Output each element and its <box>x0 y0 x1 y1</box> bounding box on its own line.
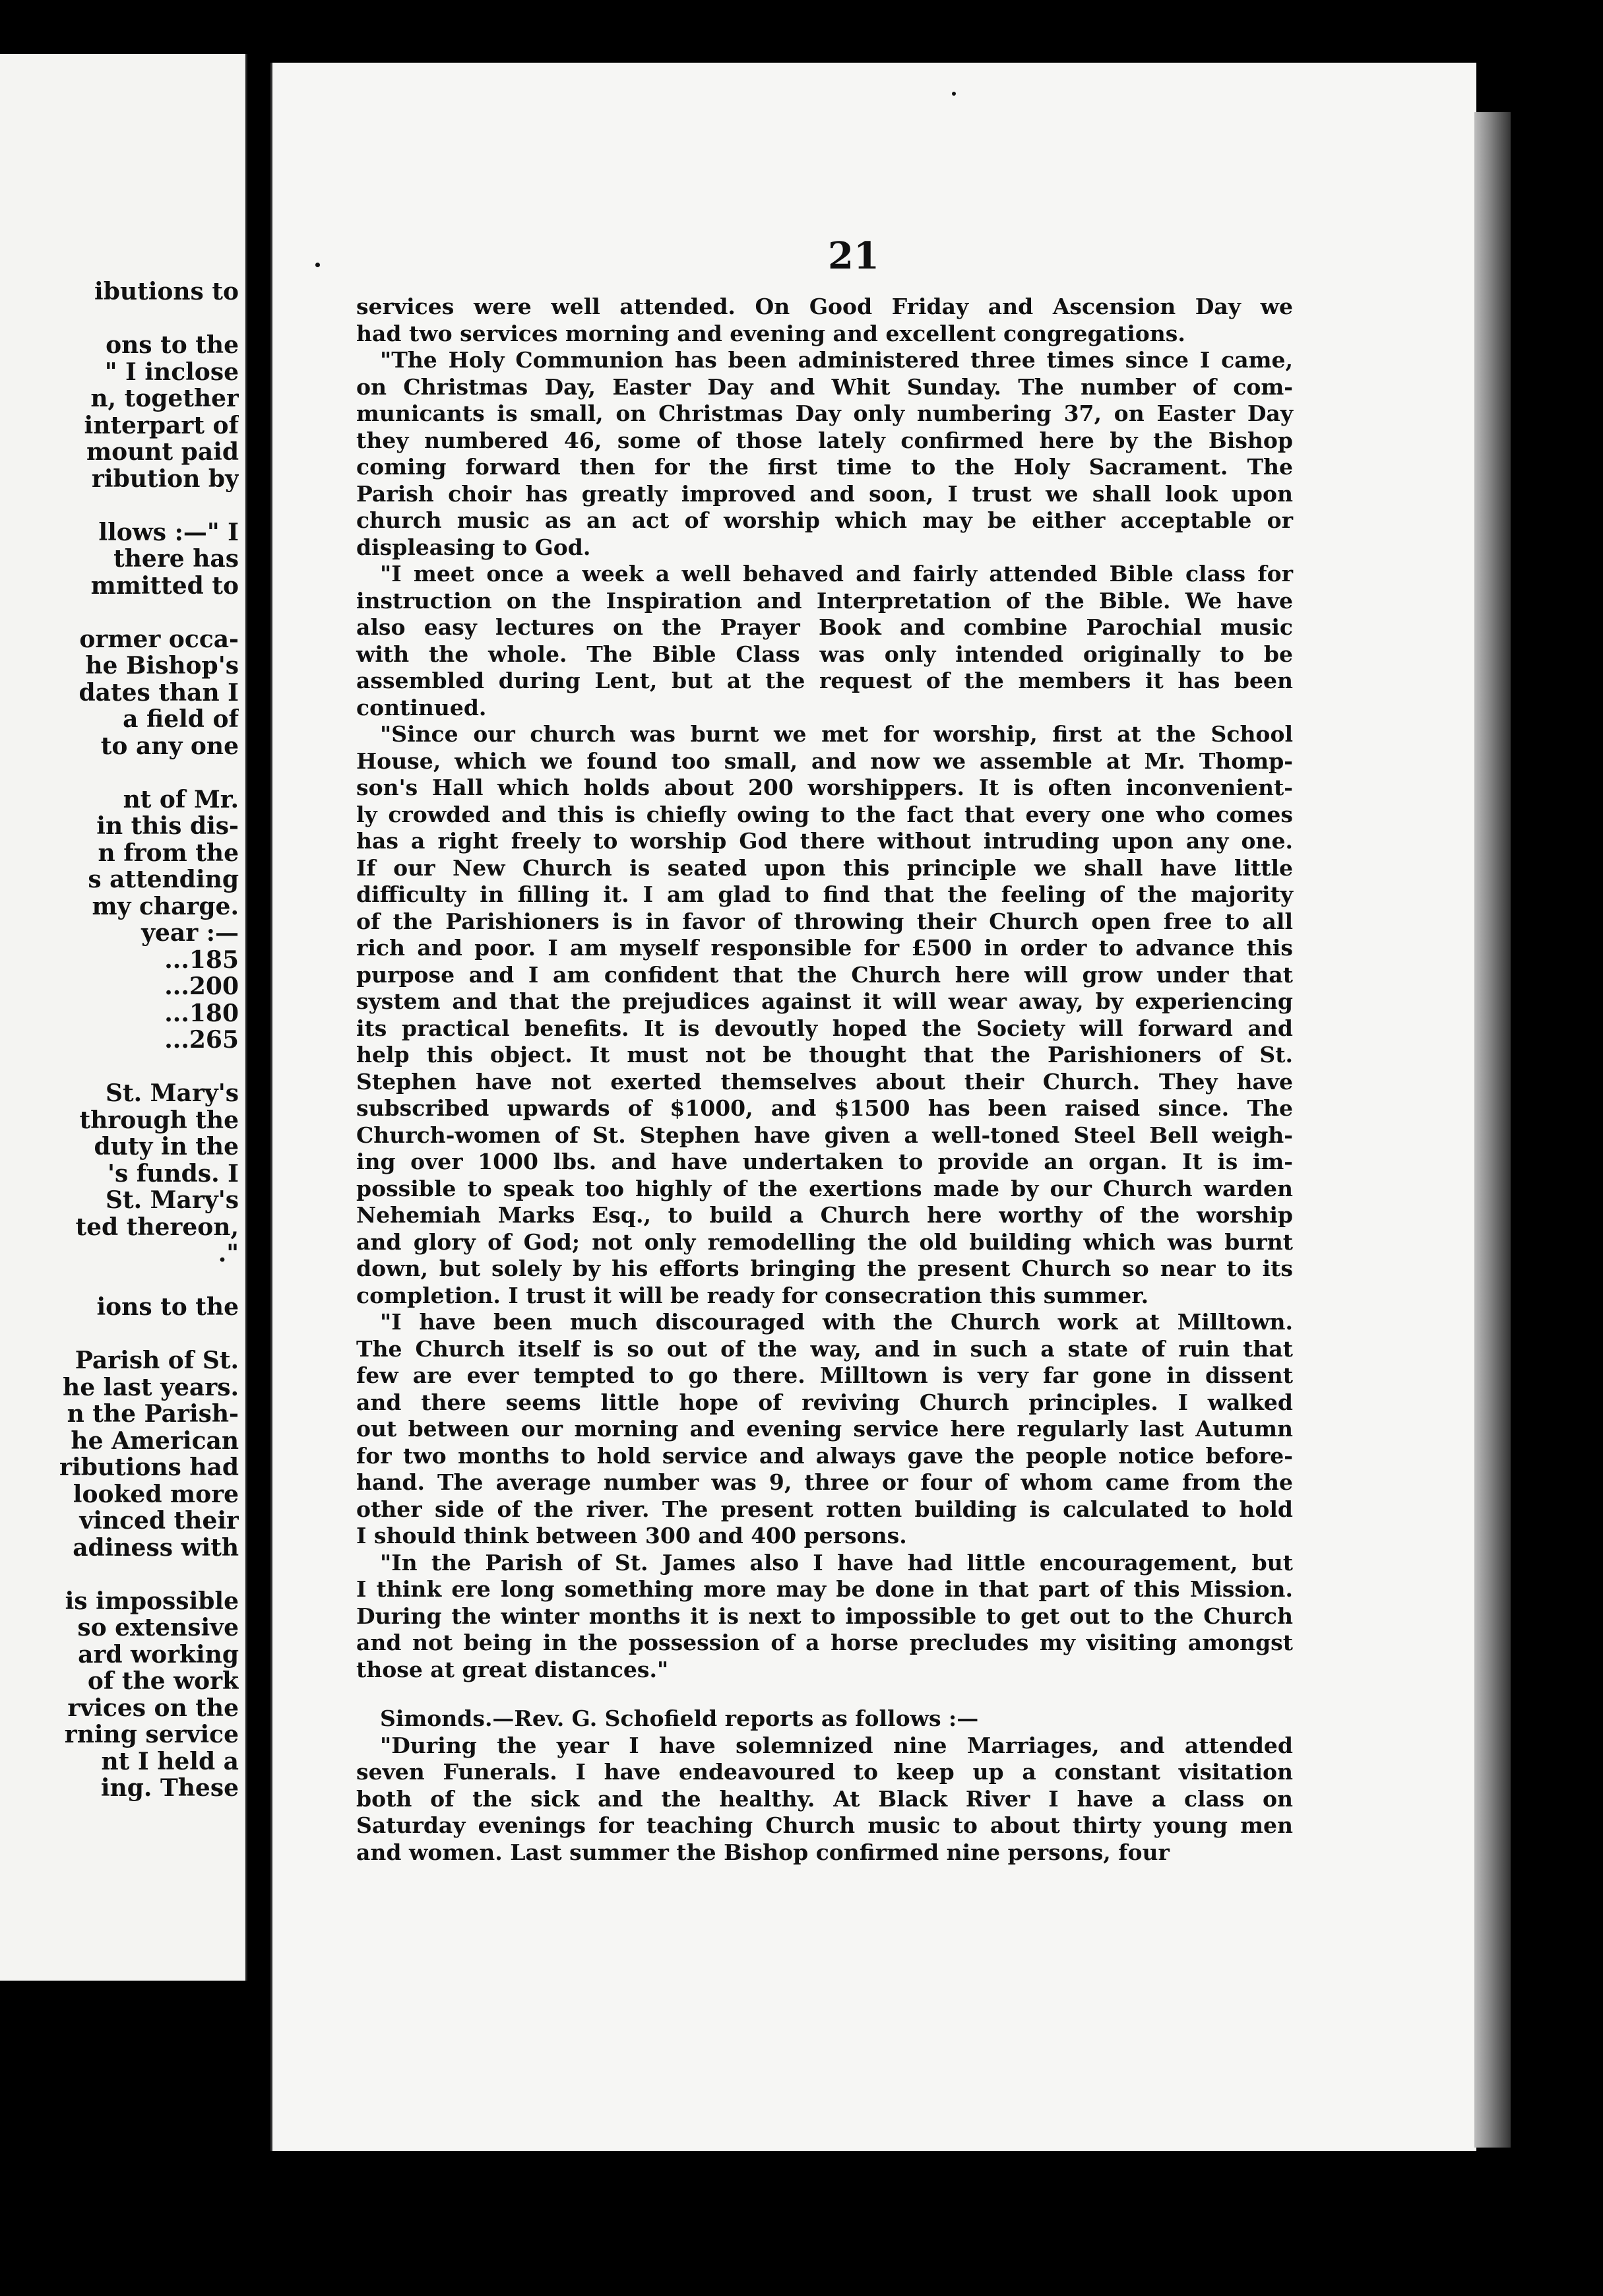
paragraph <box>356 561 1293 721</box>
left-page-line: is impossible <box>65 1587 239 1615</box>
left-page-line <box>0 759 239 786</box>
text-line: its practical benefits. It is devoutly hoped the Society will forward and <box>356 1015 1293 1041</box>
left-page-line: he last years. <box>63 1373 239 1401</box>
left-page-line: ons to the <box>106 331 239 359</box>
text-line: Nehemiah Marks Esq., to build a Church here worthy of the worship <box>356 1202 1293 1228</box>
text-line: possible to speak too highly of the exertions made by our Church warden <box>356 1175 1293 1201</box>
text-line: "The Holy Communion has been administered three times since I came, <box>380 347 1293 373</box>
text-line: "Since our church was burnt we met for worship, first at the School <box>380 721 1293 747</box>
paragraph <box>356 1309 1293 1550</box>
text-line: and women. Last summer the Bishop confirmed nine persons, four <box>356 1839 1170 1865</box>
left-page-line: a field of <box>123 705 239 733</box>
text-line: "During the year I have solemnized nine Marriages, and attended <box>380 1732 1293 1758</box>
left-page-line <box>0 1054 239 1081</box>
left-page-line: he Bishop's <box>85 652 239 680</box>
left-page-line: ions to the <box>96 1293 239 1321</box>
left-page-line: n the Parish- <box>67 1400 239 1428</box>
left-page-line: interpart of <box>84 411 239 439</box>
text-line: displeasing to God. <box>356 534 591 560</box>
text-line: seven Funerals. I have endeavoured to keep up a constant visitation <box>356 1759 1293 1785</box>
text-line: coming forward then for the first time to the Holy Sacrament. The <box>356 454 1293 480</box>
left-page-line <box>0 1561 239 1588</box>
text-line: Stephen have not exerted themselves about their Church. They have <box>356 1068 1293 1095</box>
page-number: 21 <box>828 234 879 278</box>
left-page-line: ...200 <box>164 973 239 1000</box>
text-line: During the winter months it is next to impossible to get out to the Church <box>356 1603 1293 1629</box>
left-page-line: year :— <box>141 919 239 947</box>
left-page-line <box>0 1321 239 1348</box>
ink-speck <box>952 92 956 96</box>
left-page-line: ." <box>218 1240 239 1267</box>
page-edge-shadow <box>1474 112 1511 2148</box>
text-line: and not being in the possession of a horse precludes my visiting amongst <box>356 1630 1293 1655</box>
left-page-line: llows :—" I <box>98 518 239 546</box>
left-page-line: ted thereon, <box>75 1213 239 1241</box>
text-line: hand. The average number was 9, three or four of whom came from the <box>356 1469 1293 1495</box>
left-page-line: my charge. <box>92 892 239 920</box>
text-line: has a right freely to worship God there without intruding upon any one. <box>356 828 1293 854</box>
text-line: both of the sick and the healthy. At Black River I have a class on <box>356 1785 1293 1812</box>
text-line: down, but solely by his efforts bringing the present Church so near to its <box>356 1256 1293 1281</box>
left-page-line: mount paid <box>86 438 239 466</box>
ink-speck <box>315 263 320 267</box>
text-line: ly crowded and this is chiefly owing to the fact that every one who comes <box>356 801 1293 827</box>
left-page-line: there has <box>113 545 239 573</box>
paragraph <box>356 294 1293 347</box>
text-line: for two months to hold service and always gave the people notice before- <box>356 1442 1293 1469</box>
text-line: services were well attended. On Good Friday and Ascension Day we <box>356 294 1293 319</box>
left-page-line: ribution by <box>91 464 239 493</box>
text-line: on Christmas Day, Easter Day and Whit Sunday. The number of com- <box>356 373 1293 400</box>
paragraph <box>356 1550 1293 1684</box>
left-page-line: to any one <box>100 732 239 760</box>
left-page-line: of the work <box>87 1667 239 1695</box>
page-body-text <box>356 294 1293 1866</box>
left-page-line: ...180 <box>164 999 239 1027</box>
left-page-line <box>0 492 239 519</box>
left-page-line: ributions had <box>59 1453 239 1481</box>
left-page <box>0 54 247 1981</box>
text-line: "I meet once a week a well behaved and fairly attended Bible class for <box>380 561 1293 587</box>
text-line: "In the Parish of St. James also I have had little encouragement, but <box>380 1549 1293 1576</box>
paragraph-gap <box>356 1683 1293 1706</box>
text-line: "I have been much discouraged with the Church work at Milltown. <box>380 1309 1293 1335</box>
text-line: ing over 1000 lbs. and have undertaken to provide an organ. It is im- <box>356 1149 1293 1174</box>
text-line: municants is small, on Christmas Day only numbering 37, on Easter Day <box>356 400 1293 426</box>
left-page-line: ormer occa- <box>79 625 239 653</box>
text-line: subscribed upwards of $1000, and $1500 has been raised since. The <box>356 1095 1293 1121</box>
left-page-line: St. Mary's <box>105 1186 239 1214</box>
text-line: I think ere long something more may be done in that part of this Mission. <box>356 1576 1293 1602</box>
left-page-line <box>0 305 239 333</box>
left-page-line: through the <box>79 1106 239 1134</box>
left-page-line: rning service <box>64 1721 239 1748</box>
text-line: and glory of God; not only remodelling the old building which was burnt <box>356 1228 1293 1255</box>
left-page-line: ing. These <box>100 1774 239 1802</box>
left-page-line: duty in the <box>94 1133 239 1161</box>
left-page-line: he American <box>71 1426 239 1455</box>
text-line: out between our morning and evening service here regularly last Autumn <box>356 1416 1293 1442</box>
left-page-line: looked more <box>73 1480 239 1508</box>
left-page-line: nt of Mr. <box>123 785 239 813</box>
left-page-line: St. Mary's <box>105 1079 239 1107</box>
text-line: son's Hall which holds about 200 worshippers. It is often inconvenient- <box>356 775 1293 800</box>
left-page-line: n from the <box>98 839 239 867</box>
left-page-line <box>0 599 239 626</box>
left-page-text <box>0 278 239 1802</box>
text-line: with the whole. The Bible Class was only intended originally to be <box>356 641 1293 667</box>
left-page-line: " I inclose <box>104 358 239 386</box>
text-line: Saturday evenings for teaching Church music to about thirty young men <box>356 1812 1293 1838</box>
text-line: assembled during Lent, but at the request of the members it has been <box>356 668 1293 693</box>
text-line: and there seems little hope of reviving Church principles. I walked <box>356 1389 1293 1415</box>
left-page-line: ...185 <box>164 945 239 974</box>
text-line: church music as an act of worship which may be either acceptable or <box>356 507 1293 533</box>
text-line: The Church itself is so out of the way, and in such a state of ruin that <box>356 1335 1293 1362</box>
left-page-line: s attending <box>88 866 239 893</box>
left-page-line: dates than I <box>79 678 239 707</box>
text-line: they numbered 46, some of those lately confirmed here by the Bishop <box>356 427 1293 453</box>
text-line: those at great distances." <box>356 1656 669 1682</box>
paragraph <box>356 1706 1293 1733</box>
text-line: system and that the prejudices against it will wear away, by experiencing <box>356 988 1293 1014</box>
paragraph <box>356 721 1293 1309</box>
left-page-line: ...265 <box>164 1026 239 1054</box>
text-line: continued. <box>356 694 487 720</box>
text-line: help this object. It must not be thought that the Parishioners of St. <box>356 1042 1293 1068</box>
left-page-line: Parish of St. <box>75 1347 239 1374</box>
text-line: other side of the river. The present rotten building is calculated to hold <box>356 1496 1293 1522</box>
text-line: If our New Church is seated upon this principle we shall have little <box>356 854 1293 881</box>
left-page-line <box>0 1267 239 1294</box>
text-line: difficulty in filling it. I am glad to find that the feeling of the majority <box>356 881 1293 907</box>
text-line: had two services morning and evening and excellent congregations. <box>356 320 1185 346</box>
text-line: also easy lectures on the Prayer Book and combine Parochial music <box>356 614 1293 640</box>
text-line: Church-women of St. Stephen have given a well-toned Steel Bell weigh- <box>356 1122 1293 1148</box>
text-line: instruction on the Inspiration and Interpretation of the Bible. We have <box>356 587 1293 614</box>
text-line: Parish choir has greatly improved and soon, I trust we shall look upon <box>356 480 1293 507</box>
left-page-line: ard working <box>78 1640 239 1669</box>
text-line: I should think between 300 and 400 persons. <box>356 1523 907 1548</box>
text-line: Simonds.—Rev. G. Schofield reports as follows :— <box>380 1706 979 1731</box>
text-line: rich and poor. I am myself responsible for £500 in order to advance this <box>356 935 1293 961</box>
text-line: House, which we found too small, and now we assemble at Mr. Thomp- <box>356 748 1293 774</box>
paragraph <box>356 1733 1293 1866</box>
left-page-line: n, together <box>90 385 239 412</box>
left-page-line: vinced their <box>79 1507 239 1535</box>
text-line: of the Parishioners is in favor of throwing their Church open free to all <box>356 908 1293 934</box>
left-page-line: rvices on the <box>67 1694 239 1722</box>
left-page-line: mmitted to <box>90 571 239 600</box>
left-page-line: so extensive <box>77 1614 239 1642</box>
text-line: completion. I trust it will be ready for consecration this summer. <box>356 1282 1149 1308</box>
paragraph <box>356 347 1293 561</box>
left-page-line: ibutions to <box>94 278 239 305</box>
text-line: few are ever tempted to go there. Milltown is very far gone in dissent <box>356 1362 1293 1388</box>
left-page-line: 's funds. I <box>107 1159 239 1188</box>
left-page-line: nt I held a <box>101 1747 239 1775</box>
left-page-line: in this dis- <box>96 812 239 840</box>
text-line: purpose and I am confident that the Church here will grow under that <box>356 961 1293 988</box>
left-page-line: adiness with <box>73 1533 239 1562</box>
